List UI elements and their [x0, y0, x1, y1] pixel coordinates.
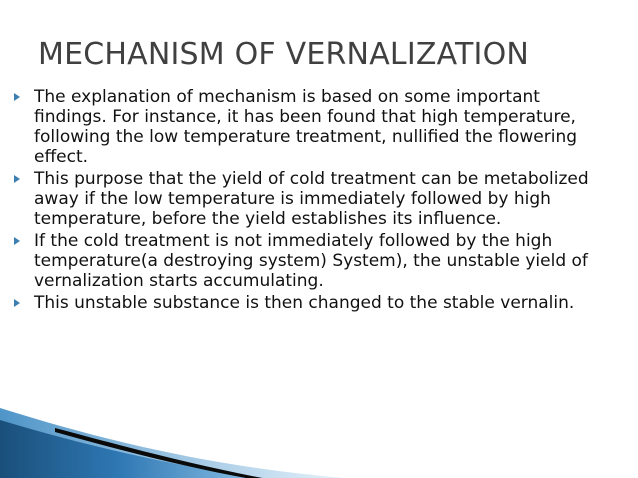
bullet-text: This unstable substance is then changed to the stable vernalin.	[34, 293, 575, 313]
triangle-right-icon	[14, 237, 20, 245]
bullet-text: If the cold treatment is not immediately followed by the high temperature(a destroying system) System), the unstable yield of vernalization starts accumulating.	[34, 231, 588, 291]
slide-title: MECHANISM OF VERNALIZATION	[38, 37, 530, 72]
bullet-text: The explanation of mechanism is based on some important findings. For instance, it has been found that high temperature, following the low temperature treatment, nullified the flowering effect.	[34, 87, 578, 167]
bullet-item	[12, 87, 612, 167]
bullet-item	[12, 293, 612, 313]
triangle-right-icon	[14, 175, 20, 183]
bullet-item	[12, 169, 612, 229]
bullet-item	[12, 231, 612, 291]
bullet-list	[12, 87, 612, 315]
triangle-right-icon	[14, 299, 20, 307]
bullet-text: This purpose that the yield of cold treatment can be metabolized away if the low temperature is immediately followed by high temperature, before the yield establishes its influence.	[34, 169, 589, 229]
decorative-swoosh	[0, 388, 638, 478]
triangle-right-icon	[14, 93, 20, 101]
